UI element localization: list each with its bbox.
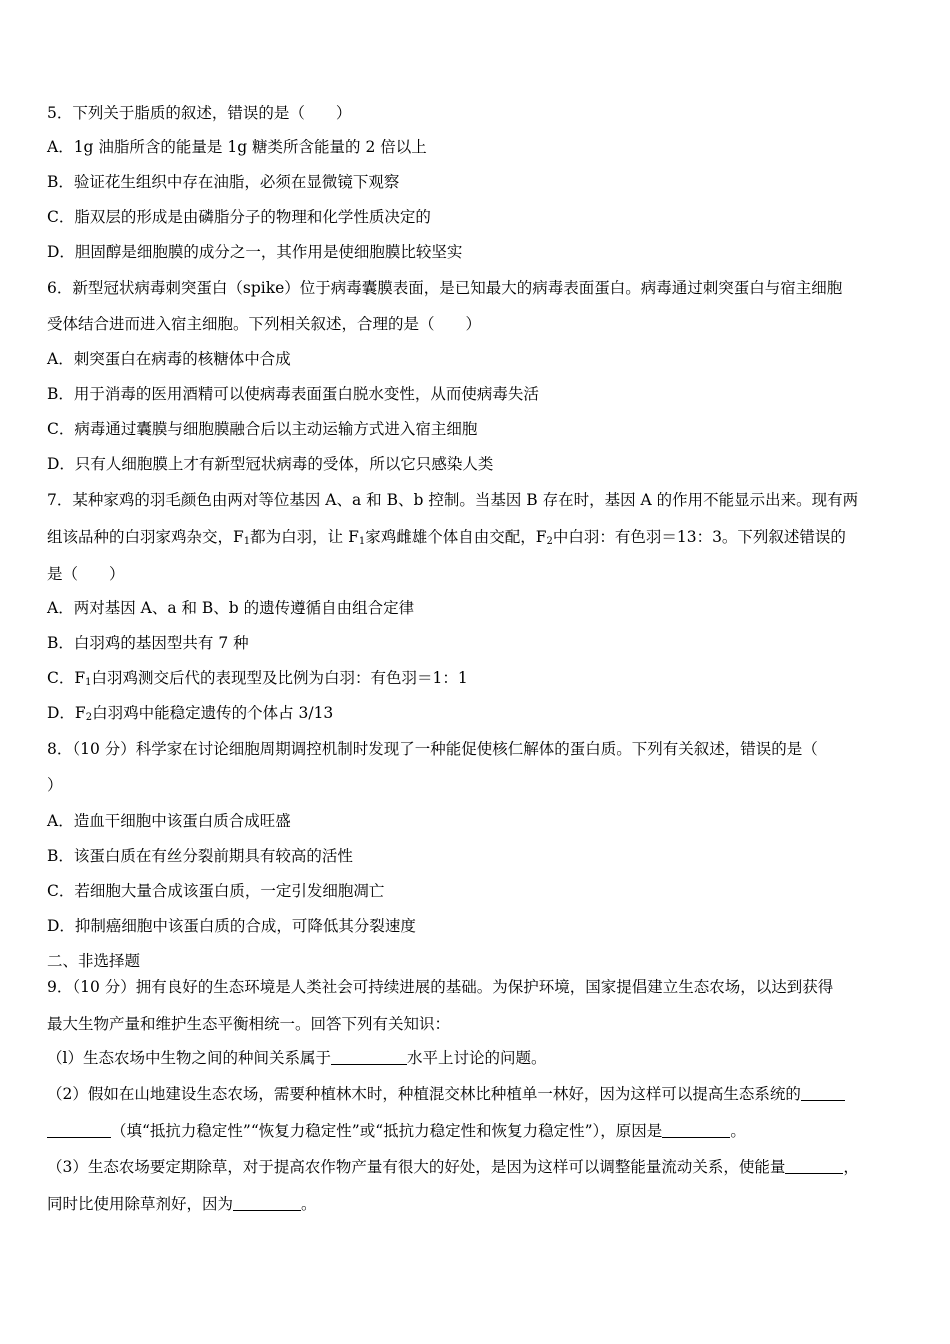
q9-part2-end: 。 [730, 1122, 746, 1140]
q7-stem-part4: 中白羽：有色羽＝13：3。下列叙述错误的 [552, 528, 846, 546]
answer-blank [47, 1123, 111, 1138]
answer-blank [662, 1123, 730, 1138]
q9-part2-line2 [47, 1121, 746, 1141]
q9-part3-line1 [47, 1157, 859, 1177]
q5-option-a: A．1g 油脂所含的能量是 1g 糖类所含能量的 2 倍以上 [47, 138, 427, 156]
q7-option-d-prefix: D．F [47, 704, 86, 722]
q9-part3-line2 [47, 1194, 317, 1214]
q7-stem-line1: 7．某种家鸡的羽毛颜色由两对等位基因 A、a 和 B、b 控制。当基因 B 存在时，基因 A 的作用不能显示出来。现有两 [47, 491, 859, 509]
q9-part2-text-2: （填“抵抗力稳定性”“恢复力稳定性”或“抵抗力稳定性和恢复力稳定性”），原因是 [111, 1122, 663, 1140]
q7-stem-part3: 家鸡雌雄个体自由交配，F [365, 528, 547, 546]
q9-stem-line2: 最大生物产量和维护生态平衡相统一。回答下列有关知识： [47, 1015, 451, 1033]
q9-part1-text-end: 水平上讨论的问题。 [406, 1049, 547, 1067]
q7-option-c-text: 白羽鸡测交后代的表现型及比例为白羽：有色羽＝1：1 [91, 669, 468, 687]
q5-option-c: C．脂双层的形成是由磷脂分子的物理和化学性质决定的 [47, 208, 431, 226]
answer-blank [233, 1196, 301, 1211]
subscript-1: 1 [243, 536, 251, 547]
q7-option-d [47, 703, 333, 728]
q6-option-d: D．只有人细胞膜上才有新型冠状病毒的受体，所以它只感染人类 [47, 455, 494, 473]
q8-option-c: C．若细胞大量合成该蛋白质，一定引发细胞凋亡 [47, 882, 385, 900]
q8-stem-line1: 8．（10 分）科学家在讨论细胞周期调控机制时发现了一种能促使核仁解体的蛋白质。下列有关叙述，错误的是（ [47, 740, 818, 758]
subscript-2: 2 [546, 536, 553, 547]
subscript-2: 2 [85, 712, 93, 723]
q8-option-a: A．造血干细胞中该蛋白质合成旺盛 [47, 812, 291, 830]
answer-blank [801, 1086, 845, 1101]
q9-part3-comma: ， [843, 1158, 859, 1176]
q7-option-a: A．两对基因 A、a 和 B、b 的遗传遵循自由组合定律 [47, 599, 415, 617]
q7-option-b: B．白羽鸡的基因型共有 7 种 [47, 634, 249, 652]
q6-option-b: B．用于消毒的医用酒精可以使病毒表面蛋白脱水变性，从而使病毒失活 [47, 385, 539, 403]
q6-stem-line2: 受体结合进而进入宿主细胞。下列相关叙述，合理的是（ ） [47, 315, 482, 333]
q9-stem-line1: 9．（10 分）拥有良好的生态环境是人类社会可持续进展的基础。为保护环境，国家提倡建立生态农场，以达到获得 [47, 978, 834, 996]
q9-part3-text-2: 同时比使用除草剂好，因为 [47, 1195, 234, 1213]
section-heading: 二、非选择题 [47, 952, 141, 970]
subscript-1: 1 [358, 536, 366, 547]
q7-stem-line3: 是（ ） [47, 565, 125, 583]
q8-option-b: B．该蛋白质在有丝分裂前期具有较高的活性 [47, 847, 353, 865]
q7-option-d-text: 白羽鸡中能稳定遗传的个体占 3/13 [92, 704, 334, 722]
q9-part2-text: （2）假如在山地建设生态农场，需要种植林木时，种植混交林比种植单一林好，因为这样可以提高生态系统的 [47, 1085, 801, 1103]
q8-stem-line2: ） [47, 776, 63, 794]
q8-option-d: D．抑制癌细胞中该蛋白质的合成，可降低其分裂速度 [47, 917, 416, 935]
q9-part3-text: （3）生态农场要定期除草，对于提高农作物产量有很大的好处，是因为这样可以调整能量流动关系，使能量 [47, 1158, 786, 1176]
q9-part1-text: （l）生态农场中生物之间的种间关系属于 [47, 1049, 331, 1067]
q7-stem-part2: 都为白羽，让 F [250, 528, 359, 546]
q9-part1 [47, 1048, 546, 1068]
q7-option-c-prefix: C．F [47, 669, 86, 687]
q7-stem-part1: 组该品种的白羽家鸡杂交，F [47, 528, 244, 546]
q7-option-c [47, 668, 468, 693]
q6-option-c: C．病毒通过囊膜与细胞膜融合后以主动运输方式进入宿主细胞 [47, 420, 478, 438]
q5-stem: 5．下列关于脂质的叙述，错误的是（ ） [47, 104, 352, 122]
q9-part3-end: 。 [301, 1195, 317, 1213]
q6-option-a: A．刺突蛋白在病毒的核糖体中合成 [47, 350, 291, 368]
q5-option-b: B．验证花生组织中存在油脂，必须在显微镜下观察 [47, 173, 400, 191]
answer-blank [785, 1159, 843, 1174]
q6-stem-line1: 6．新型冠状病毒刺突蛋白（spike）位于病毒囊膜表面，是已知最大的病毒表面蛋白。病毒通过刺突蛋白与宿主细胞 [47, 279, 843, 297]
q5-option-d: D．胆固醇是细胞膜的成分之一，其作用是使细胞膜比较坚实 [47, 243, 463, 261]
q7-stem-line2 [47, 527, 846, 552]
answer-blank [331, 1050, 407, 1065]
q9-part2-line1 [47, 1084, 845, 1104]
subscript-1: 1 [85, 677, 92, 688]
